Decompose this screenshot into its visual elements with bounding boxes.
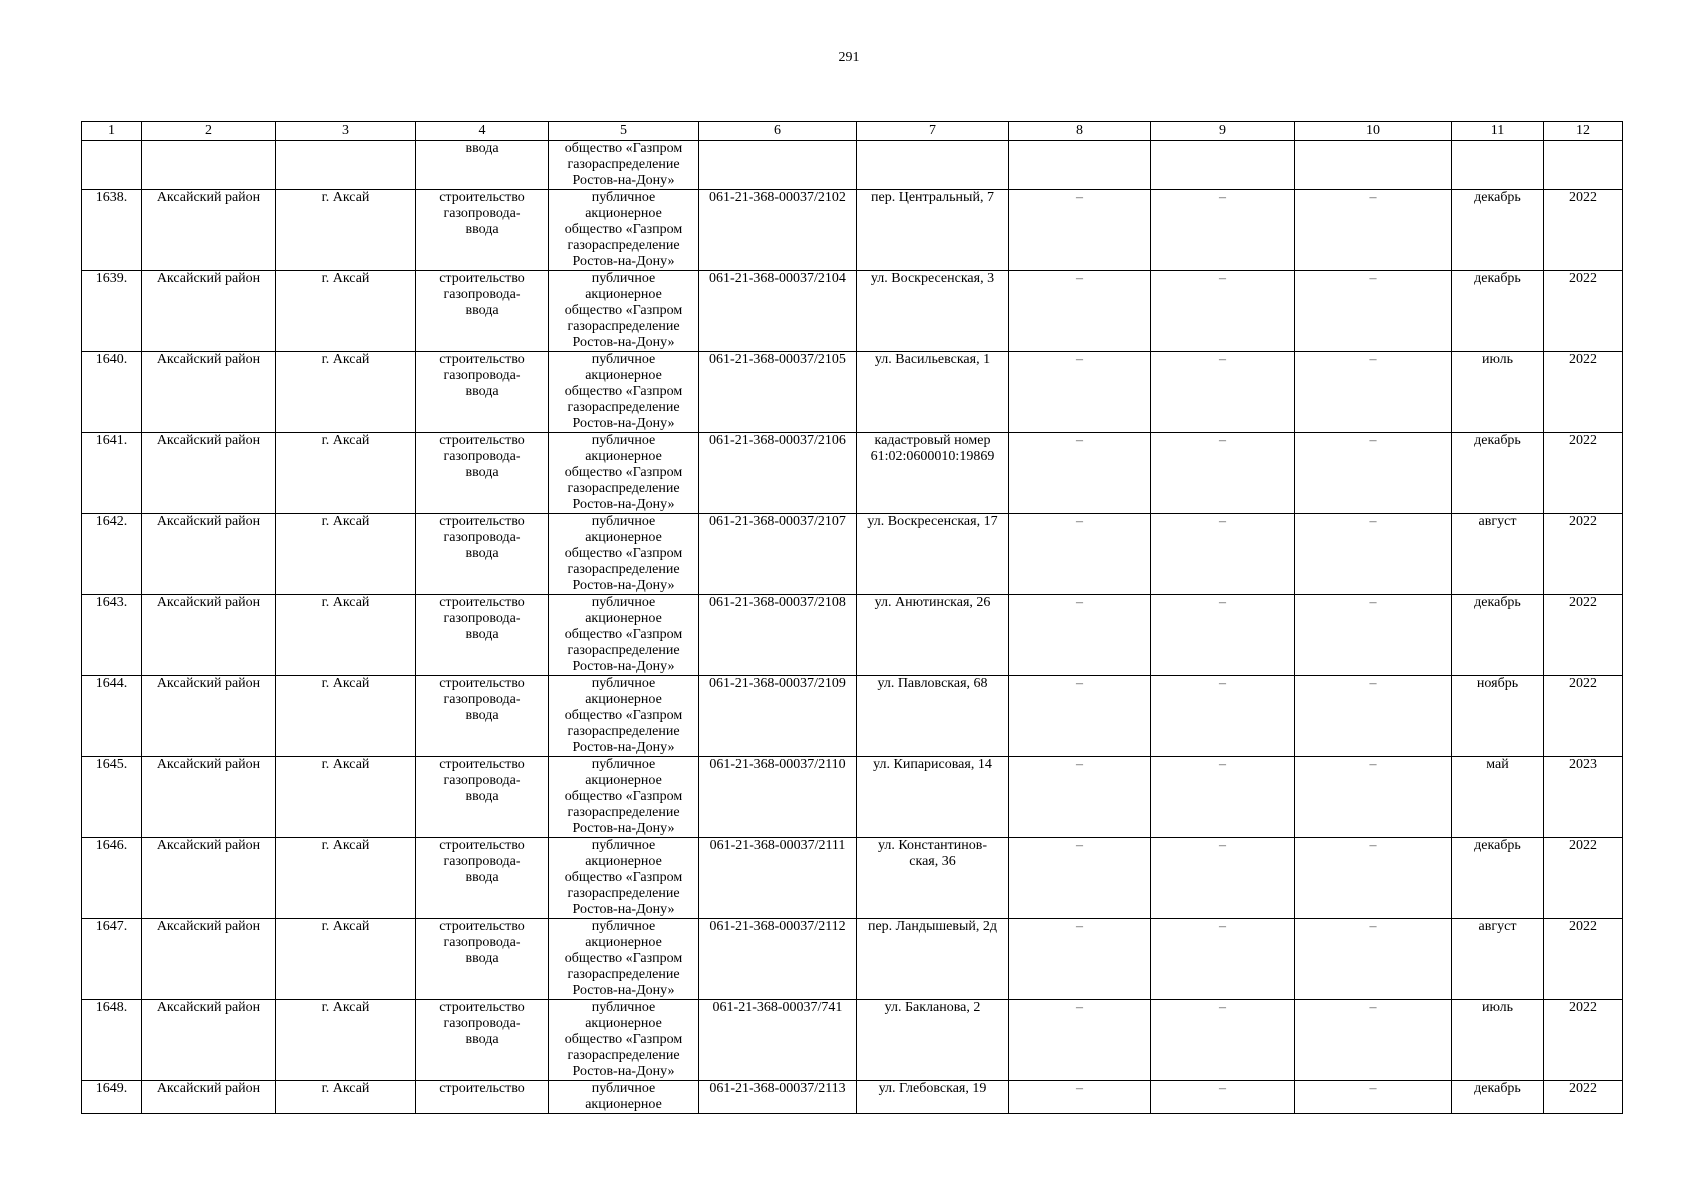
column-number-row — [82, 122, 1623, 141]
column-8-cell: – — [1009, 838, 1151, 919]
column-header: 7 — [857, 122, 1009, 141]
column-9-cell: – — [1151, 676, 1295, 757]
work-type-cell: строительство газопровода- ввода — [416, 271, 549, 352]
organization-cell: публичное акционерное общество «Газпром газораспределение Ростов-на-Дону» — [549, 838, 699, 919]
column-9-cell: – — [1151, 1000, 1295, 1081]
year-cell: 2022 — [1544, 190, 1623, 271]
table-row — [82, 352, 1623, 433]
column-header: 2 — [142, 122, 276, 141]
organization-cell: публичное акционерное общество «Газпром газораспределение Ростов-на-Дону» — [549, 757, 699, 838]
column-10-cell: – — [1295, 595, 1452, 676]
table-row — [82, 1081, 1623, 1114]
work-type-cell: строительство газопровода- ввода — [416, 676, 549, 757]
column-header: 11 — [1452, 122, 1544, 141]
organization-cell: публичное акционерное общество «Газпром газораспределение Ростов-на-Дону» — [549, 514, 699, 595]
column-header: 12 — [1544, 122, 1623, 141]
column-8-cell: – — [1009, 190, 1151, 271]
row-number-cell: 1648. — [82, 1000, 142, 1081]
table-cell — [82, 141, 142, 190]
district-cell: Аксайский район — [142, 919, 276, 1000]
column-10-cell: – — [1295, 838, 1452, 919]
month-cell: декабрь — [1452, 1081, 1544, 1114]
year-cell: 2022 — [1544, 271, 1623, 352]
column-10-cell: – — [1295, 190, 1452, 271]
table-row — [82, 757, 1623, 838]
locality-cell: г. Аксай — [276, 1081, 416, 1114]
organization-cell: публичное акционерное общество «Газпром газораспределение Ростов-на-Дону» — [549, 1000, 699, 1081]
month-cell: декабрь — [1452, 433, 1544, 514]
column-8-cell: – — [1009, 676, 1151, 757]
column-8-cell: – — [1009, 271, 1151, 352]
column-header: 9 — [1151, 122, 1295, 141]
organization-cell: публичное акционерное общество «Газпром газораспределение Ростов-на-Дону» — [549, 676, 699, 757]
district-cell: Аксайский район — [142, 595, 276, 676]
row-number-cell: 1640. — [82, 352, 142, 433]
locality-cell: г. Аксай — [276, 1000, 416, 1081]
locality-cell: г. Аксай — [276, 190, 416, 271]
district-cell: Аксайский район — [142, 352, 276, 433]
month-cell: декабрь — [1452, 595, 1544, 676]
locality-cell: г. Аксай — [276, 271, 416, 352]
column-9-cell: – — [1151, 514, 1295, 595]
column-header: 3 — [276, 122, 416, 141]
address-cell: ул. Бакланова, 2 — [857, 1000, 1009, 1081]
table-row — [82, 676, 1623, 757]
work-type-cell: строительство газопровода- ввода — [416, 757, 549, 838]
month-cell: декабрь — [1452, 271, 1544, 352]
address-cell: ул. Павловская, 68 — [857, 676, 1009, 757]
organization-cell: общество «Газпром газораспределение Ростов-на-Дону» — [549, 141, 699, 190]
table-cell — [276, 141, 416, 190]
year-cell: 2022 — [1544, 676, 1623, 757]
organization-cell: публичное акционерное общество «Газпром газораспределение Ростов-на-Дону» — [549, 595, 699, 676]
table-cell — [857, 141, 1009, 190]
column-9-cell: – — [1151, 919, 1295, 1000]
table-row — [82, 514, 1623, 595]
address-cell: ул. Глебовская, 19 — [857, 1081, 1009, 1114]
column-header: 8 — [1009, 122, 1151, 141]
permit-code-cell: 061-21-368-00037/2111 — [699, 838, 857, 919]
work-type-cell: строительство газопровода- ввода — [416, 352, 549, 433]
organization-cell: публичное акционерное общество «Газпром газораспределение Ростов-на-Дону» — [549, 352, 699, 433]
district-cell: Аксайский район — [142, 757, 276, 838]
address-cell: ул. Воскресенская, 3 — [857, 271, 1009, 352]
year-cell: 2022 — [1544, 595, 1623, 676]
month-cell: декабрь — [1452, 838, 1544, 919]
table-row — [82, 190, 1623, 271]
district-cell: Аксайский район — [142, 838, 276, 919]
district-cell: Аксайский район — [142, 676, 276, 757]
address-cell: ул. Васильевская, 1 — [857, 352, 1009, 433]
row-number-cell: 1644. — [82, 676, 142, 757]
column-10-cell: – — [1295, 433, 1452, 514]
permit-code-cell: 061-21-368-00037/2112 — [699, 919, 857, 1000]
table-cell — [699, 141, 857, 190]
work-type-cell: строительство газопровода- ввода — [416, 838, 549, 919]
column-10-cell: – — [1295, 919, 1452, 1000]
column-9-cell: – — [1151, 595, 1295, 676]
district-cell: Аксайский район — [142, 1000, 276, 1081]
month-cell: июль — [1452, 352, 1544, 433]
column-9-cell: – — [1151, 190, 1295, 271]
row-number-cell: 1642. — [82, 514, 142, 595]
column-header: 10 — [1295, 122, 1452, 141]
column-8-cell: – — [1009, 595, 1151, 676]
table-row — [82, 838, 1623, 919]
column-10-cell: – — [1295, 271, 1452, 352]
address-cell: ул. Анютинская, 26 — [857, 595, 1009, 676]
work-type-cell: строительство газопровода- ввода — [416, 919, 549, 1000]
district-cell: Аксайский район — [142, 433, 276, 514]
column-10-cell: – — [1295, 757, 1452, 838]
column-9-cell: – — [1151, 838, 1295, 919]
column-10-cell: – — [1295, 1081, 1452, 1114]
column-9-cell: – — [1151, 433, 1295, 514]
page-number: 291 — [838, 50, 860, 65]
permit-code-cell: 061-21-368-00037/741 — [699, 1000, 857, 1081]
work-type-cell: строительство газопровода- ввода — [416, 514, 549, 595]
column-9-cell: – — [1151, 271, 1295, 352]
work-type-cell: строительство газопровода- ввода — [416, 190, 549, 271]
row-number-cell: 1647. — [82, 919, 142, 1000]
table-cell — [1009, 141, 1151, 190]
year-cell: 2022 — [1544, 1081, 1623, 1114]
locality-cell: г. Аксай — [276, 757, 416, 838]
locality-cell: г. Аксай — [276, 919, 416, 1000]
column-header: 4 — [416, 122, 549, 141]
permit-code-cell: 061-21-368-00037/2113 — [699, 1081, 857, 1114]
column-8-cell: – — [1009, 1081, 1151, 1114]
row-number-cell: 1645. — [82, 757, 142, 838]
column-10-cell: – — [1295, 352, 1452, 433]
column-8-cell: – — [1009, 352, 1151, 433]
district-cell: Аксайский район — [142, 190, 276, 271]
permit-code-cell: 061-21-368-00037/2110 — [699, 757, 857, 838]
work-type-cell: строительство газопровода- ввода — [416, 1000, 549, 1081]
column-header: 6 — [699, 122, 857, 141]
table-cell — [1295, 141, 1452, 190]
row-number-cell: 1641. — [82, 433, 142, 514]
column-10-cell: – — [1295, 514, 1452, 595]
address-cell: ул. Константинов- ская, 36 — [857, 838, 1009, 919]
year-cell: 2022 — [1544, 1000, 1623, 1081]
work-type-cell: строительство — [416, 1081, 549, 1114]
locality-cell: г. Аксай — [276, 433, 416, 514]
permit-code-cell: 061-21-368-00037/2104 — [699, 271, 857, 352]
address-cell: пер. Центральный, 7 — [857, 190, 1009, 271]
column-8-cell: – — [1009, 757, 1151, 838]
month-cell: август — [1452, 919, 1544, 1000]
row-number-cell: 1643. — [82, 595, 142, 676]
permit-code-cell: 061-21-368-00037/2107 — [699, 514, 857, 595]
organization-cell: публичное акционерное общество «Газпром газораспределение Ростов-на-Дону» — [549, 433, 699, 514]
address-cell: ул. Кипарисовая, 14 — [857, 757, 1009, 838]
column-9-cell: – — [1151, 1081, 1295, 1114]
row-number-cell: 1649. — [82, 1081, 142, 1114]
column-9-cell: – — [1151, 352, 1295, 433]
organization-cell: публичное акционерное общество «Газпром газораспределение Ростов-на-Дону» — [549, 919, 699, 1000]
row-number-cell: 1646. — [82, 838, 142, 919]
column-8-cell: – — [1009, 433, 1151, 514]
column-8-cell: – — [1009, 919, 1151, 1000]
table-cell — [1151, 141, 1295, 190]
year-cell: 2022 — [1544, 352, 1623, 433]
year-cell: 2023 — [1544, 757, 1623, 838]
permit-code-cell: 061-21-368-00037/2102 — [699, 190, 857, 271]
table-cell — [1452, 141, 1544, 190]
permit-code-cell: 061-21-368-00037/2106 — [699, 433, 857, 514]
month-cell: декабрь — [1452, 190, 1544, 271]
table-row — [82, 1000, 1623, 1081]
table-row — [82, 595, 1623, 676]
table-cell — [1544, 141, 1623, 190]
month-cell: июль — [1452, 1000, 1544, 1081]
year-cell: 2022 — [1544, 433, 1623, 514]
month-cell: май — [1452, 757, 1544, 838]
organization-cell: публичное акционерное общество «Газпром газораспределение Ростов-на-Дону» — [549, 271, 699, 352]
carry-over-row — [82, 141, 1623, 190]
work-type-cell: ввода — [416, 141, 549, 190]
column-8-cell: – — [1009, 1000, 1151, 1081]
month-cell: август — [1452, 514, 1544, 595]
work-type-cell: строительство газопровода- ввода — [416, 433, 549, 514]
district-cell: Аксайский район — [142, 514, 276, 595]
table-row — [82, 433, 1623, 514]
table-row — [82, 919, 1623, 1000]
organization-cell: публичное акционерное общество «Газпром газораспределение Ростов-на-Дону» — [549, 190, 699, 271]
permit-code-cell: 061-21-368-00037/2109 — [699, 676, 857, 757]
column-header: 5 — [549, 122, 699, 141]
address-cell: ул. Воскресенская, 17 — [857, 514, 1009, 595]
district-cell: Аксайский район — [142, 271, 276, 352]
month-cell: ноябрь — [1452, 676, 1544, 757]
permit-code-cell: 061-21-368-00037/2105 — [699, 352, 857, 433]
table-row — [82, 271, 1623, 352]
locality-cell: г. Аксай — [276, 514, 416, 595]
column-10-cell: – — [1295, 676, 1452, 757]
permit-code-cell: 061-21-368-00037/2108 — [699, 595, 857, 676]
row-number-cell: 1638. — [82, 190, 142, 271]
locality-cell: г. Аксай — [276, 838, 416, 919]
year-cell: 2022 — [1544, 514, 1623, 595]
address-cell: кадастровый номер 61:02:0600010:19869 — [857, 433, 1009, 514]
year-cell: 2022 — [1544, 919, 1623, 1000]
address-cell: пер. Ландышевый, 2д — [857, 919, 1009, 1000]
organization-cell: публичное акционерное — [549, 1081, 699, 1114]
column-header: 1 — [82, 122, 142, 141]
row-number-cell: 1639. — [82, 271, 142, 352]
locality-cell: г. Аксай — [276, 676, 416, 757]
work-type-cell: строительство газопровода- ввода — [416, 595, 549, 676]
year-cell: 2022 — [1544, 838, 1623, 919]
table-cell — [142, 141, 276, 190]
column-8-cell: – — [1009, 514, 1151, 595]
column-9-cell: – — [1151, 757, 1295, 838]
locality-cell: г. Аксай — [276, 352, 416, 433]
column-10-cell: – — [1295, 1000, 1452, 1081]
locality-cell: г. Аксай — [276, 595, 416, 676]
registry-table — [81, 121, 1623, 1114]
district-cell: Аксайский район — [142, 1081, 276, 1114]
